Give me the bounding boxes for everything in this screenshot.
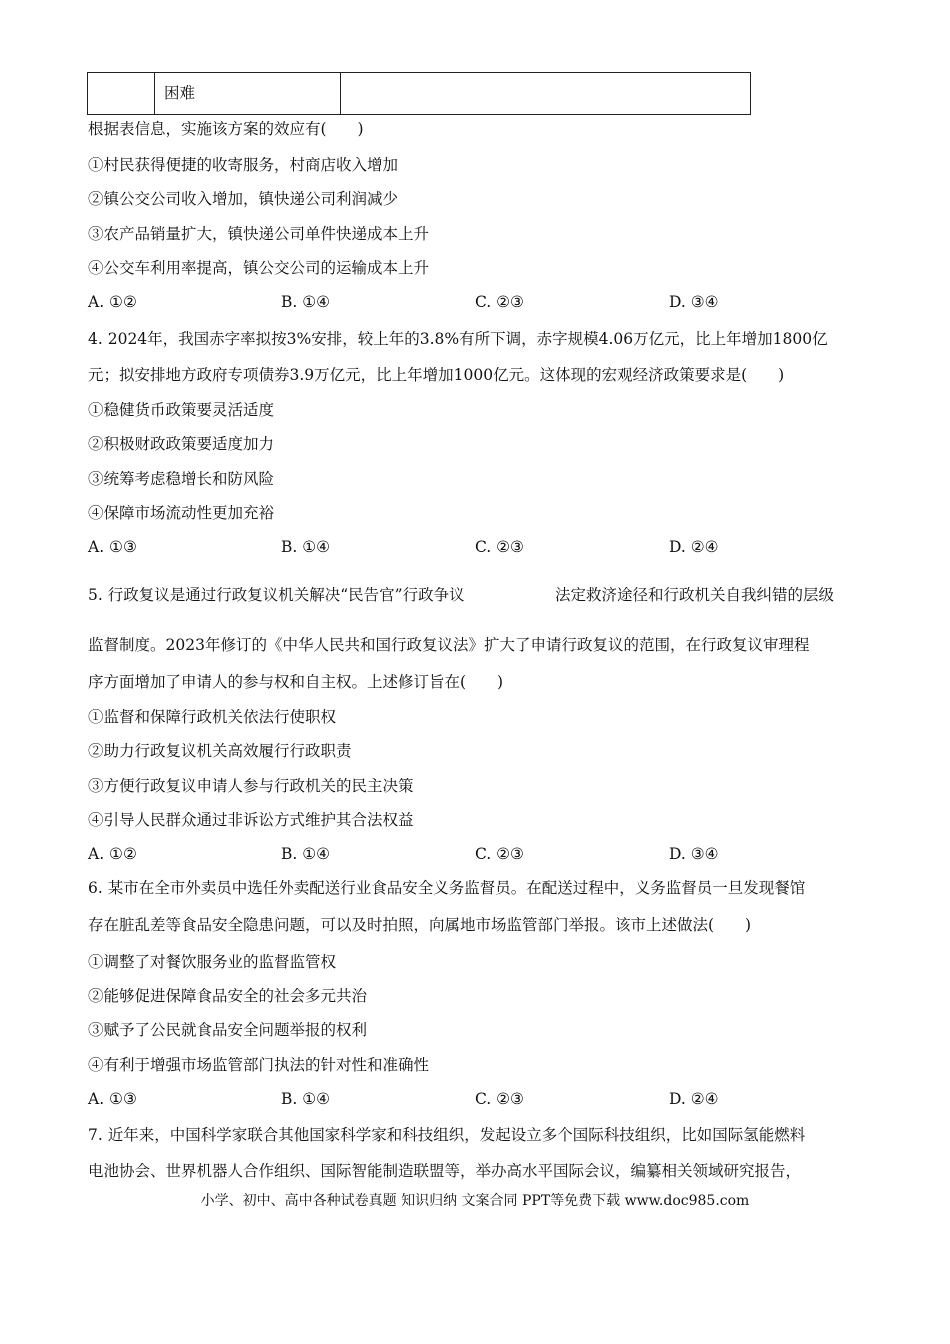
q6-option-c: C. ②③ (475, 1090, 524, 1108)
q5-stem-line-2: 监督制度。2023年修订的《中华人民共和国行政复议法》扩大了申请行政复议的范围，在行政复议审理程 (88, 636, 810, 654)
q6-stem-line-2: 存在脏乱差等食品安全隐患问题，可以及时拍照，向属地市场监管部门举报。该市上述做法( ) (88, 916, 752, 934)
q4-option-b: B. ①④ (281, 538, 331, 556)
q6-item-2: ②能够促进保障食品安全的社会多元共治 (88, 987, 368, 1005)
q5-stem-line-1a: 5. 行政复议是通过行政复议机关解决“民告官”行政争议 (88, 586, 465, 604)
q5-options (88, 844, 788, 864)
q3-item-4: ④公交车利用率提高，镇公交公司的运输成本上升 (88, 259, 430, 277)
q5-stem-line-1b: 法定救济途径和行政机关自我纠错的层级 (555, 586, 835, 604)
q4-stem-line-2: 元；拟安排地方政府专项债券3.9万亿元，比上年增加1000亿元。这体现的宏观经济政策要求是( ) (88, 366, 785, 384)
q6-item-4: ④有利于增强市场监管部门执法的针对性和准确性 (88, 1056, 430, 1074)
q3-option-c: C. ②③ (475, 293, 524, 311)
q3-item-3: ③农产品销量扩大，镇快递公司单件快递成本上升 (88, 225, 430, 243)
q4-item-1: ①稳健货币政策要灵活适度 (88, 401, 275, 419)
q6-item-3: ③赋予了公民就食品安全问题举报的权利 (88, 1021, 368, 1039)
q5-option-a: A. ①② (88, 845, 137, 863)
q6-options (88, 1089, 788, 1109)
q4-stem-line-1: 4. 2024年，我国赤字率拟按3%安排，较上年的3.8%有所下调，赤字规模4.06万亿元，比上年增加1800亿 (88, 330, 828, 348)
table-cell-empty (88, 73, 155, 114)
q5-option-d: D. ③④ (669, 845, 719, 863)
q4-item-3: ③统筹考虑稳增长和防风险 (88, 470, 275, 488)
q5-option-b: B. ①④ (281, 845, 331, 863)
q3-option-b: B. ①④ (281, 293, 331, 311)
q5-item-1: ①监督和保障行政机关依法行使职权 (88, 708, 337, 726)
q3-item-1: ①村民获得便捷的收寄服务，村商店收入增加 (88, 156, 399, 174)
q5-stem-line-3: 序方面增加了申请人的参与权和自主权。上述修订旨在( ) (88, 673, 504, 691)
q5-item-2: ②助力行政复议机关高效履行行政职责 (88, 742, 352, 760)
q7-stem-line-1: 7. 近年来，中国科学家联合其他国家科学家和科技组织，发起设立多个国际科技组织，比如国际氢能燃料 (88, 1126, 806, 1144)
q3-option-a: A. ①② (88, 293, 137, 311)
q6-option-d: D. ②④ (669, 1090, 719, 1108)
q4-options (88, 537, 788, 557)
q6-item-1: ①调整了对餐饮服务业的监督监管权 (88, 953, 337, 971)
table-cell-empty (341, 73, 750, 114)
q4-option-c: C. ②③ (475, 538, 524, 556)
q4-item-4: ④保障市场流动性更加充裕 (88, 504, 275, 522)
q4-item-2: ②积极财政政策要适度加力 (88, 435, 275, 453)
q3-stem: 根据表信息，实施该方案的效应有( ) (88, 120, 364, 138)
q3-item-2: ②镇公交公司收入增加，镇快递公司利润减少 (88, 190, 399, 208)
q6-stem-line-1: 6. 某市在全市外卖员中选任外卖配送行业食品安全义务监督员。在配送过程中，义务监督员一旦发现餐馆 (88, 879, 806, 897)
page-footer: 小学、初中、高中各种试卷真题 知识归纳 文案合同 PPT等免费下载 www.doc985.com (200, 1193, 750, 1209)
q4-option-d: D. ②④ (669, 538, 719, 556)
q6-option-b: B. ①④ (281, 1090, 331, 1108)
q7-stem-line-2: 电池协会、世界机器人合作组织、国际智能制造联盟等，举办高水平国际会议，编纂相关领域研究报告， (88, 1162, 802, 1180)
q3-option-d: D. ③④ (669, 293, 719, 311)
q5-item-4: ④引导人民群众通过非诉讼方式维护其合法权益 (88, 811, 414, 829)
table-row (87, 72, 751, 115)
q5-option-c: C. ②③ (475, 845, 524, 863)
q3-options (88, 292, 788, 312)
table-cell-label: 困难 (155, 73, 341, 114)
q4-option-a: A. ①③ (88, 538, 137, 556)
q5-item-3: ③方便行政复议申请人参与行政机关的民主决策 (88, 777, 414, 795)
q6-option-a: A. ①③ (88, 1090, 137, 1108)
